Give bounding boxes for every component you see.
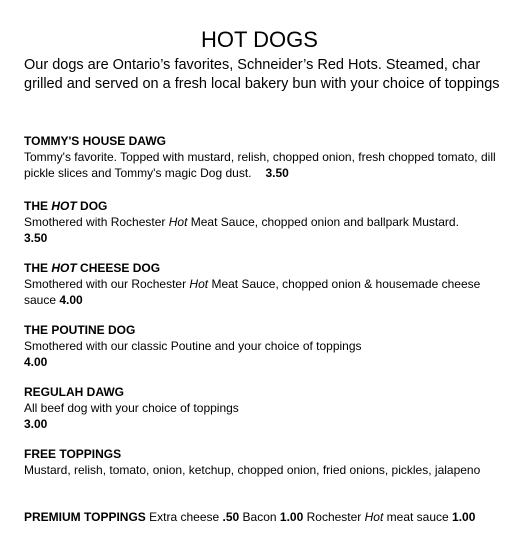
- premium-toppings: PREMIUM TOPPINGS Extra cheese .50 Bacon 1.00 Rochester Hot meat sauce 1.00: [24, 510, 476, 524]
- premium-label: PREMIUM TOPPINGS: [24, 510, 146, 524]
- intro-text: Our dogs are Ontario’s favorites, Schneider’s Red Hots. Steamed, char grilled and served on a fresh local bakery bun with your choice of toppings: [24, 57, 500, 92]
- item-description: Mustard, relish, tomato, onion, ketchup, chopped onion, fried onions, pickles, jalapeno: [24, 463, 481, 477]
- item-price: 4.00: [59, 293, 83, 307]
- menu-item-free-toppings: [24, 446, 504, 478]
- item-description: Smothered with our Rochester Hot Meat Sauce, chopped onion & housemade cheese sauce 4.00: [24, 277, 481, 307]
- item-description: All beef dog with your choice of toppings: [24, 401, 239, 415]
- item-name: THE HOT DOG: [24, 199, 108, 213]
- bacon-price: 1.00: [279, 510, 304, 524]
- item-name: FREE TOPPINGS: [24, 447, 122, 461]
- menu-item-the-hot-dog: [24, 198, 504, 246]
- item-name: REGULAH DAWG: [24, 385, 124, 399]
- menu-item-tommys-house-dawg: [24, 133, 504, 181]
- sauce-price: 1.00: [452, 510, 476, 524]
- item-description: Smothered with our classic Poutine and your choice of toppings: [24, 339, 362, 353]
- item-price: 3.00: [24, 417, 48, 431]
- menu-item-the-hot-cheese-dog: [24, 260, 504, 308]
- menu-item-regulah-dawg: [24, 384, 504, 432]
- cheese-price: .50: [222, 510, 240, 524]
- item-name: THE POUTINE DOG: [24, 323, 136, 337]
- item-name: THE HOT CHEESE DOG: [24, 261, 161, 275]
- page-title: HOT DOGS: [201, 27, 318, 52]
- item-price: 3.50: [24, 231, 48, 245]
- menu-item-the-poutine-dog: [24, 322, 504, 370]
- item-description: Tommy's favorite. Topped with mustard, relish, chopped onion, fresh chopped tomato, dill pickle slices and Tommy's magic Dog dust. 3.50: [24, 150, 496, 180]
- item-description: Smothered with Rochester Hot Meat Sauce, chopped onion and ballpark Mustard. 3.50: [24, 215, 459, 245]
- item-name: TOMMY'S HOUSE DAWG: [24, 134, 166, 148]
- item-price: 4.00: [24, 355, 48, 369]
- item-price: 3.50: [265, 166, 289, 180]
